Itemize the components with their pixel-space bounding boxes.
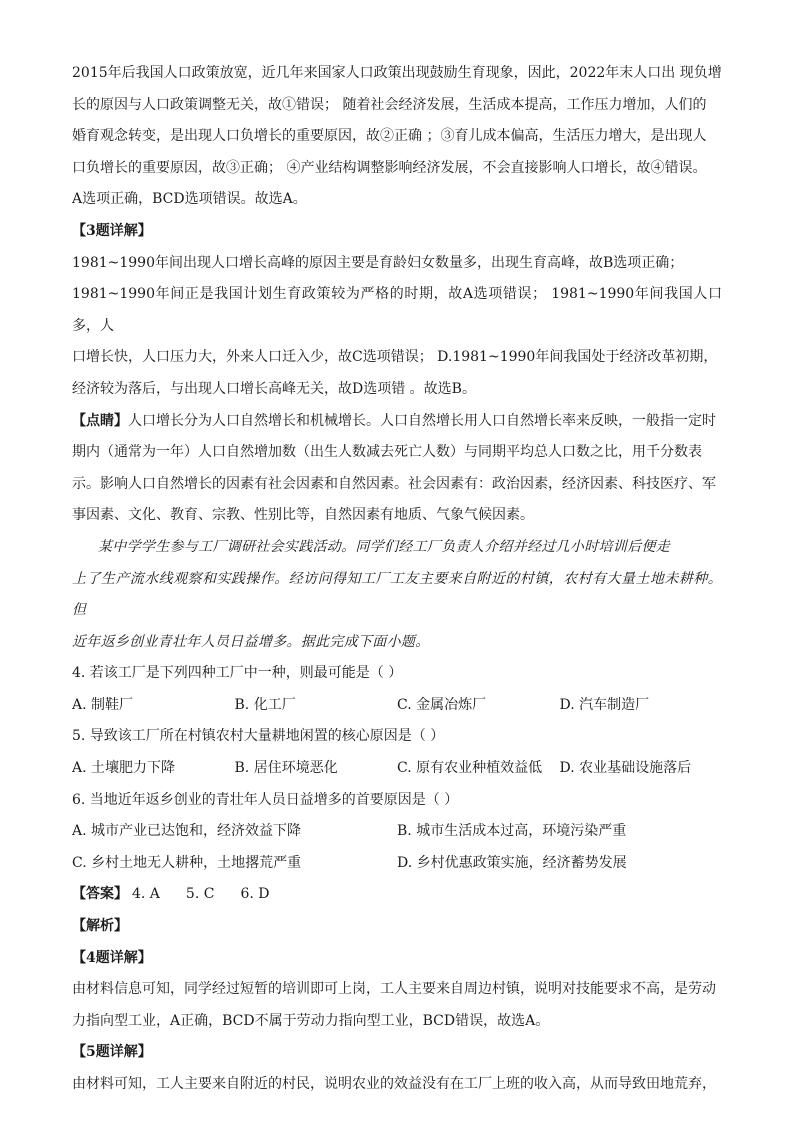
text-line: 期内（通常为一年）人口自然增加数（出生人数减去死亡人数）与同期平均总人口数之比，用千分数表 — [72, 444, 702, 461]
text-line: 长的原因与人口政策调整无关，故①错误； 随着社会经济发展，生活成本提高，工作压力增加，人们的 — [72, 96, 707, 113]
question-stem: 5. 导致该工厂所在村镇农村大量耕地闲置的核心原因是（ ） — [72, 728, 445, 745]
text-line: 口增长快，人口压力大，外来人口迁入少，故C选项错误； D.1981~1990年间我国处于经济改革初期， — [72, 349, 718, 366]
option-a: A. 土壤肥力下降 — [72, 760, 176, 777]
option-c: C. 乡村土地无人耕种，土地撂荒严重 — [72, 854, 302, 871]
text-line: 力指向型工业，A正确，BCD不属于劳动力指向型工业，BCD错误，故选A。 — [72, 1012, 550, 1029]
option-b: B. 城市生活成本过高，环境污染严重 — [397, 823, 627, 840]
material-line: 上了生产流水线观察和实践操作。经访问得知工厂工友主要来自附近的村镇，农村有大量土地未耕种。但 — [72, 570, 722, 619]
option-d: D. 汽车制造厂 — [559, 696, 650, 713]
text-line — [72, 406, 722, 438]
text-line: 事因素、文化、教育、宗教、性别比等，自然因素有地质、气象气候因素。 — [72, 507, 534, 524]
text-line: 示。影响人口自然增长的因素有社会因素和自然因素。社会因素有：政治因素，经济因素、科技医疗、军 — [72, 475, 716, 492]
material-line: 近年返乡创业青壮年人员日益增多。据此完成下面小题。 — [72, 633, 430, 650]
options-row — [72, 848, 722, 880]
pointer-text: 人口增长分为人口自然增长和机械增长。人口自然增长用人口自然增长率来反映，一般指一定时 — [128, 412, 716, 429]
option-b: B. 居住环境恶化 — [234, 760, 338, 777]
option-d: D. 乡村优惠政策实施，经济蓄势发展 — [397, 854, 627, 871]
text-line: 2015年后我国人口政策放宽，近几年来国家人口政策出现鼓励生育现象，因此，2022年末人口出 现负增 — [72, 65, 722, 81]
option-d: D. 农业基础设施落后 — [559, 760, 692, 777]
text-line: 由材料信息可知，同学经过短暂的培训即可上岗，工人主要来自周边村镇，说明对技能要求不高，是劳动 — [72, 981, 716, 998]
pointer-section — [72, 406, 722, 532]
question-6 — [72, 785, 722, 880]
answer-4: 4. A — [132, 886, 160, 903]
answer-heading: 【答案】 — [72, 886, 128, 903]
material-passage — [72, 532, 722, 658]
question-stem: 4. 若该工厂是下列四种工厂中一种，则最可能是（ ） — [72, 665, 403, 682]
answer-5: 5. C — [185, 886, 215, 903]
options-row — [72, 690, 722, 722]
text-line: 婚育观念转变，是出现人口负增长的重要原因，故②正确 ；③育儿成本偏高，生活压力增大，是出现人 — [72, 128, 707, 145]
question-stem: 6. 当地近年返乡创业的青壮年人员日益增多的首要原因是（ ） — [72, 791, 459, 808]
q5-detail-heading: 【5题详解】 — [72, 1044, 152, 1061]
option-c: C. 原有农业种植效益低 — [397, 760, 543, 777]
text-line: 1981~1990年间正是我国计划生育政策较为严格的时期，故A选项错误； 1981~1990年间我国人口多，人 — [72, 286, 722, 334]
q5-detail — [72, 1037, 722, 1100]
q3-detail-heading: 【3题详解】 — [72, 222, 152, 239]
q4-detail-heading: 【4题详解】 — [72, 949, 152, 966]
answer-line — [72, 879, 722, 911]
question-4 — [72, 658, 722, 721]
option-b: B. 化工厂 — [234, 696, 296, 713]
option-a: A. 城市产业已达饱和，经济效益下降 — [72, 823, 302, 840]
answer-6: 6. D — [240, 886, 270, 903]
text-line: A选项正确，BCD选项错误。故选A。 — [72, 191, 307, 208]
analysis-heading: 【解析】 — [72, 918, 128, 935]
option-c: C. 金属冶炼厂 — [397, 696, 487, 713]
material-line: 某中学学生参与工厂调研社会实践活动。同学们经工厂负责人介绍并经过几小时培训后便走 — [98, 538, 670, 555]
q2-explanation-continued — [72, 58, 722, 216]
q3-detail — [72, 216, 722, 406]
options-row — [72, 753, 722, 785]
q4-detail — [72, 943, 722, 1038]
text-line: 经济较为落后，与出现人口增长高峰无关，故D选项错 。故选B。 — [72, 380, 476, 397]
pointer-heading: 【点睛】 — [72, 412, 128, 429]
question-5 — [72, 721, 722, 784]
text-line: 由材料可知，工人主要来自附近的村民，说明农业的效益没有在工厂上班的收入高，从而导致田地荒弃， — [72, 1076, 716, 1092]
text-line: 口负增长的重要原因，故③正确； ④产业结构调整影响经济发展，不会直接影响人口增长，故④错误。 — [72, 159, 707, 176]
option-a: A. 制鞋厂 — [72, 696, 134, 713]
text-line: 1981~1990年间出现人口增长高峰的原因主要是育龄妇女数量多，出现生育高峰，故B选项正确； — [72, 254, 684, 271]
options-row — [72, 816, 722, 848]
document-page — [72, 58, 722, 1101]
